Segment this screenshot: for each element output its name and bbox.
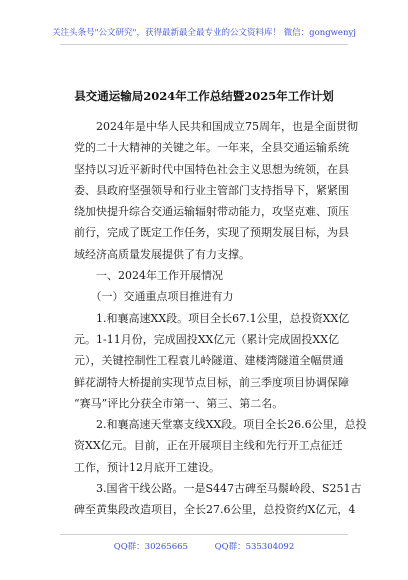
subsection-heading: （一）交通重点项目推进有力 [74, 290, 234, 304]
body-line: 1.和襄高速XX段。项目全长67.1公里，总投资XX亿 [74, 311, 350, 325]
body-line: 委、县政府坚强领导和行业主管部门支持指导下，紧紧围 [74, 183, 349, 197]
section-heading: 一、2024年工作开展情况 [74, 269, 223, 283]
document-body [74, 116, 367, 521]
top-divider [60, 44, 348, 45]
bottom-divider [60, 534, 348, 535]
body-line: 工作，预计12月底开工建设。 [74, 460, 220, 474]
body-line: 党的二十大精神的关键之年。一年来，全县交通运输系统 [74, 141, 349, 155]
document-title: 县交通运输局2024年工作总结暨2025年工作计划 [74, 89, 334, 103]
body-line: “赛马”评比分获全市第一、第三、第二名。 [74, 396, 284, 410]
body-line: 碑至黄集段改造项目，全长27.6公里，总投资约X亿元，4 [74, 503, 356, 517]
body-line: 元），关键控制性工程袁儿岭隧道、建楼湾隧道全幅贯通 [74, 354, 344, 368]
qq-group-1: QQ群：30265665 [113, 542, 188, 552]
footer-contacts [0, 540, 408, 552]
body-line: 鲜花湖特大桥提前实现节点目标，前三季度项目协调保障 [74, 375, 349, 389]
body-line: 资XX亿元。目前，正在开展项目主线和先行开工点征迁 [74, 439, 343, 453]
body-line: 元。1-11月份，完成固投XX亿元（累计完成固投XX亿 [74, 332, 340, 346]
body-line: 域经济高质量发展提供了有力支撑。 [74, 247, 250, 261]
body-line: 3.国省干线公路。一是S447古碑至马鬃岭段、S251古 [74, 482, 362, 496]
body-line: 2.和襄高速天堂寨支线XX段。项目全长26.6公里，总投 [74, 418, 367, 432]
body-line: 坚持以习近平新时代中国特色社会主义思想为统领，在县 [74, 162, 349, 176]
body-line: 2024年是中华人民共和国成立75周年，也是全面贯彻 [74, 120, 358, 133]
qq-group-2: QQ群：535304092 [214, 542, 295, 552]
promo-banner: 关注头条号"公文研究"，获得最新最全最专业的公文资料库！ 微信：gongwenyj [52, 28, 356, 38]
body-line: 前行，完成了既定工作任务，实现了预期发展目标，为县 [74, 226, 349, 240]
body-line: 绕加快提升综合交通运输辐射带动能力，攻坚克难、顶压 [74, 205, 349, 219]
